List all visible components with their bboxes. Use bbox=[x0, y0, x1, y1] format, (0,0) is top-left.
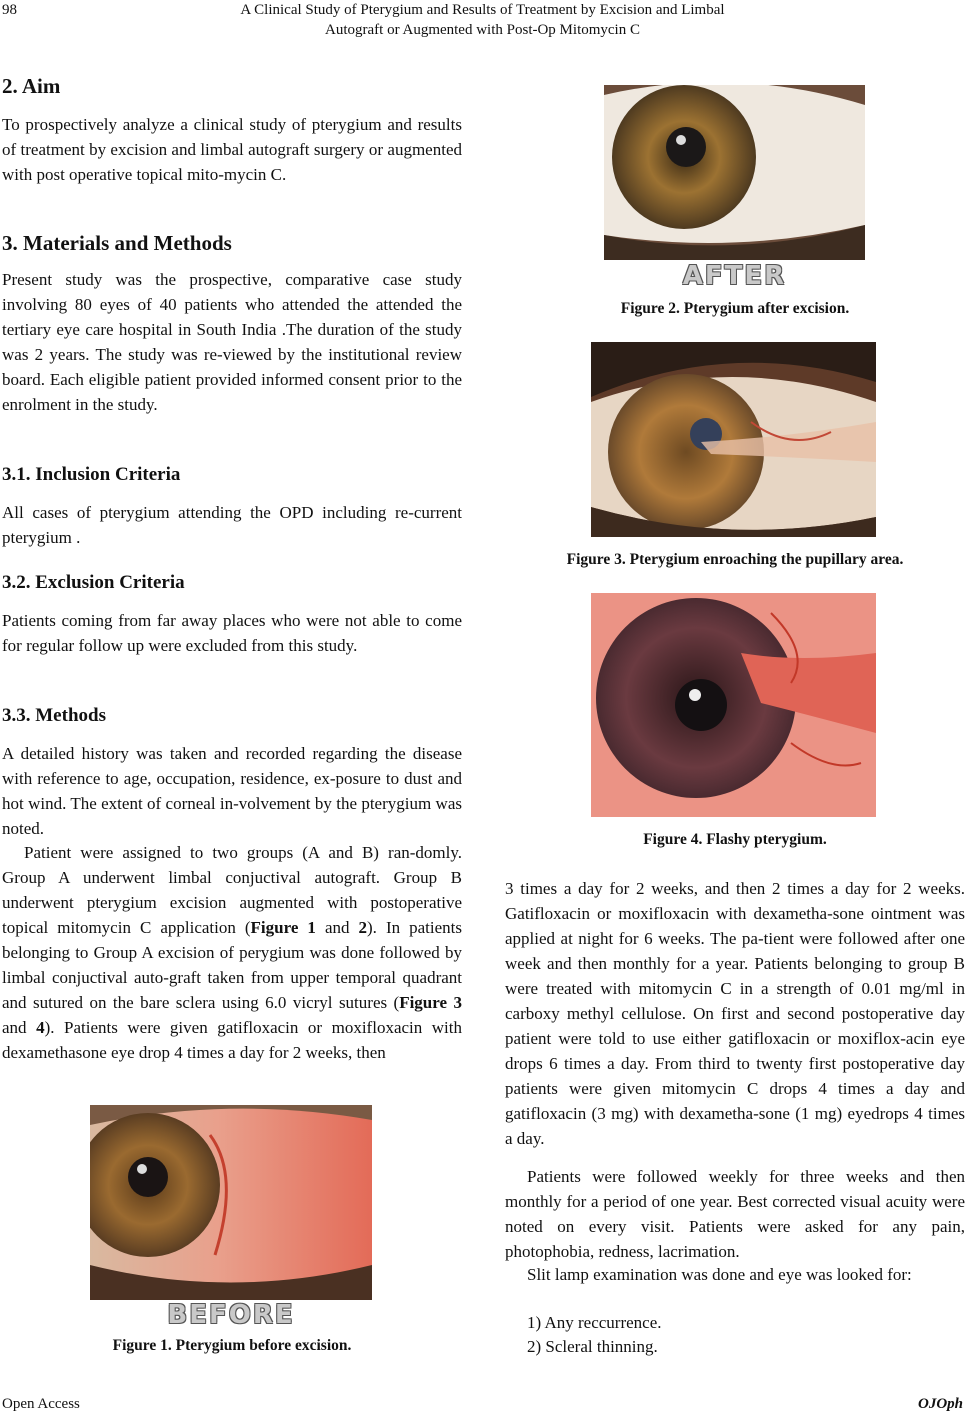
exclusion-text: Patients coming from far away places who were not able to come for regular follow up were excluded from this study. bbox=[2, 611, 462, 655]
eye-pterygium-photo bbox=[591, 342, 876, 537]
aim-heading: 2. Aim bbox=[2, 74, 61, 98]
list-item-recurrence: 1) Any reccurrence. bbox=[527, 1313, 662, 1332]
methods-text-2b: and bbox=[315, 918, 359, 937]
aim-text: To prospectively analyze a clinical study of pterygium and results of treatment by excision and limbal autograft surgery or augmented with post operative topical mito-mycin C. bbox=[2, 115, 462, 184]
figure-1-caption: Figure 1. Pterygium before excision. bbox=[112, 1337, 352, 1354]
inclusion-text: All cases of pterygium attending the OPD including re-current pterygium . bbox=[2, 503, 462, 547]
methods-text-1: A detailed history was taken and recorded regarding the disease with reference to age, occupation, residence, ex-posure to dust and hot wind. The extent of corneal in-volvement by the pterygium was noted. bbox=[2, 744, 462, 838]
running-header-line1: A Clinical Study of Pterygium and Results of Treatment by Excision and Limbal bbox=[240, 2, 725, 18]
running-header bbox=[240, 0, 725, 40]
list-item-scleral-thinning: 2) Scleral thinning. bbox=[527, 1337, 658, 1356]
figure-3-image bbox=[591, 342, 876, 537]
methods-text-2e: ). Patients were given gatifloxacin or moxifloxacin with dexamethasone eye drop 4 times a day for 2 weeks, then bbox=[2, 1018, 462, 1062]
figure-2-image bbox=[604, 85, 865, 260]
figure-4-caption: Figure 4. Flashy pterygium. bbox=[643, 831, 827, 848]
figure-3-caption: Figure 3. Pterygium enroaching the pupillary area. bbox=[566, 551, 904, 568]
inclusion-heading: 3.1. Inclusion Criteria bbox=[2, 464, 181, 485]
eye-before-photo bbox=[90, 1105, 372, 1300]
methods-text-2c: ). In patients belonging to Group A excision of perygium was done followed by limbal conjuctival auto-graft taken from upper temporal quadrant and sutured on the bare sclera using 6.0 vicryl sutures ( bbox=[2, 918, 463, 1012]
methods-heading: 3.3. Methods bbox=[2, 705, 106, 726]
eye-flashy-pterygium-photo bbox=[591, 593, 876, 817]
eye-after-photo bbox=[604, 85, 865, 260]
figure-4-image bbox=[591, 593, 876, 817]
figure-ref-3[interactable]: Figure 3 bbox=[399, 993, 462, 1012]
methods-text-2 bbox=[2, 840, 462, 1065]
figure-ref-1[interactable]: Figure 1 bbox=[250, 918, 316, 937]
figure-1-label: BEFORE bbox=[167, 1300, 295, 1330]
figure-2-label: AFTER bbox=[682, 261, 787, 291]
materials-text: Present study was the prospective, comparative case study involving 80 eyes of 40 patients who attended the attended the tertiary eye care hospital in South India .The duration of the study was 2 years. The study was re-viewed by the institutional review board. Each eligible patient provided informed consent prior to the enrolment in the study. bbox=[2, 270, 462, 414]
footer-open-access: Open Access bbox=[2, 1396, 80, 1412]
figure-ref-2[interactable]: 2 bbox=[358, 918, 368, 937]
right-text-1: 3 times a day for 2 weeks, and then 2 times a day for 2 weeks. Gatifloxacin or moxifloxacin with dexametha-sone ointment was applied at night for 6 weeks. The pa-tient were followed after one week and then monthly for a year. Patients belonging to group B were treated with mitomycin C in a strength of 0.01 mg/ml in carboxy methyl cellulose. On first and second postoperative day patient were told to use either gatifloxacin or moxiflox-acin eye drops 6 times a day. From third to twenty first postoperative day patients were given mitomycin C drops 4 times a day and gatifloxacin (3 mg) with dexametha-sone (1 mg) eyedrops 4 times a day. bbox=[505, 879, 965, 1148]
materials-heading: 3. Materials and Methods bbox=[2, 231, 232, 255]
exclusion-heading: 3.2. Exclusion Criteria bbox=[2, 572, 185, 593]
methods-text-2a: Patient were assigned to two groups (A and B) ran-domly. Group A underwent limbal conjuctival autograft. Group B underwent pterygium excision augmented with postoperative topical mitomycin C application ( bbox=[2, 843, 462, 937]
right-text-2: Patients were followed weekly for three weeks and then monthly for a period of one year. Best corrected visual acuity were noted on every visit. Patients were asked for any pain, photophobia, redness, lacrimation. bbox=[505, 1167, 965, 1261]
methods-text-2d: and bbox=[2, 1018, 37, 1037]
page-number: 98 bbox=[2, 2, 17, 18]
figure-ref-4[interactable]: 4 bbox=[36, 1018, 45, 1037]
right-text-3: Slit lamp examination was done and eye was looked for: bbox=[527, 1265, 912, 1284]
running-header-line2: Autograft or Augmented with Post-Op Mitomycin C bbox=[325, 22, 640, 38]
figure-1-image bbox=[90, 1105, 372, 1300]
figure-2-caption: Figure 2. Pterygium after excision. bbox=[620, 300, 850, 317]
footer-journal: OJOph bbox=[917, 1396, 963, 1412]
